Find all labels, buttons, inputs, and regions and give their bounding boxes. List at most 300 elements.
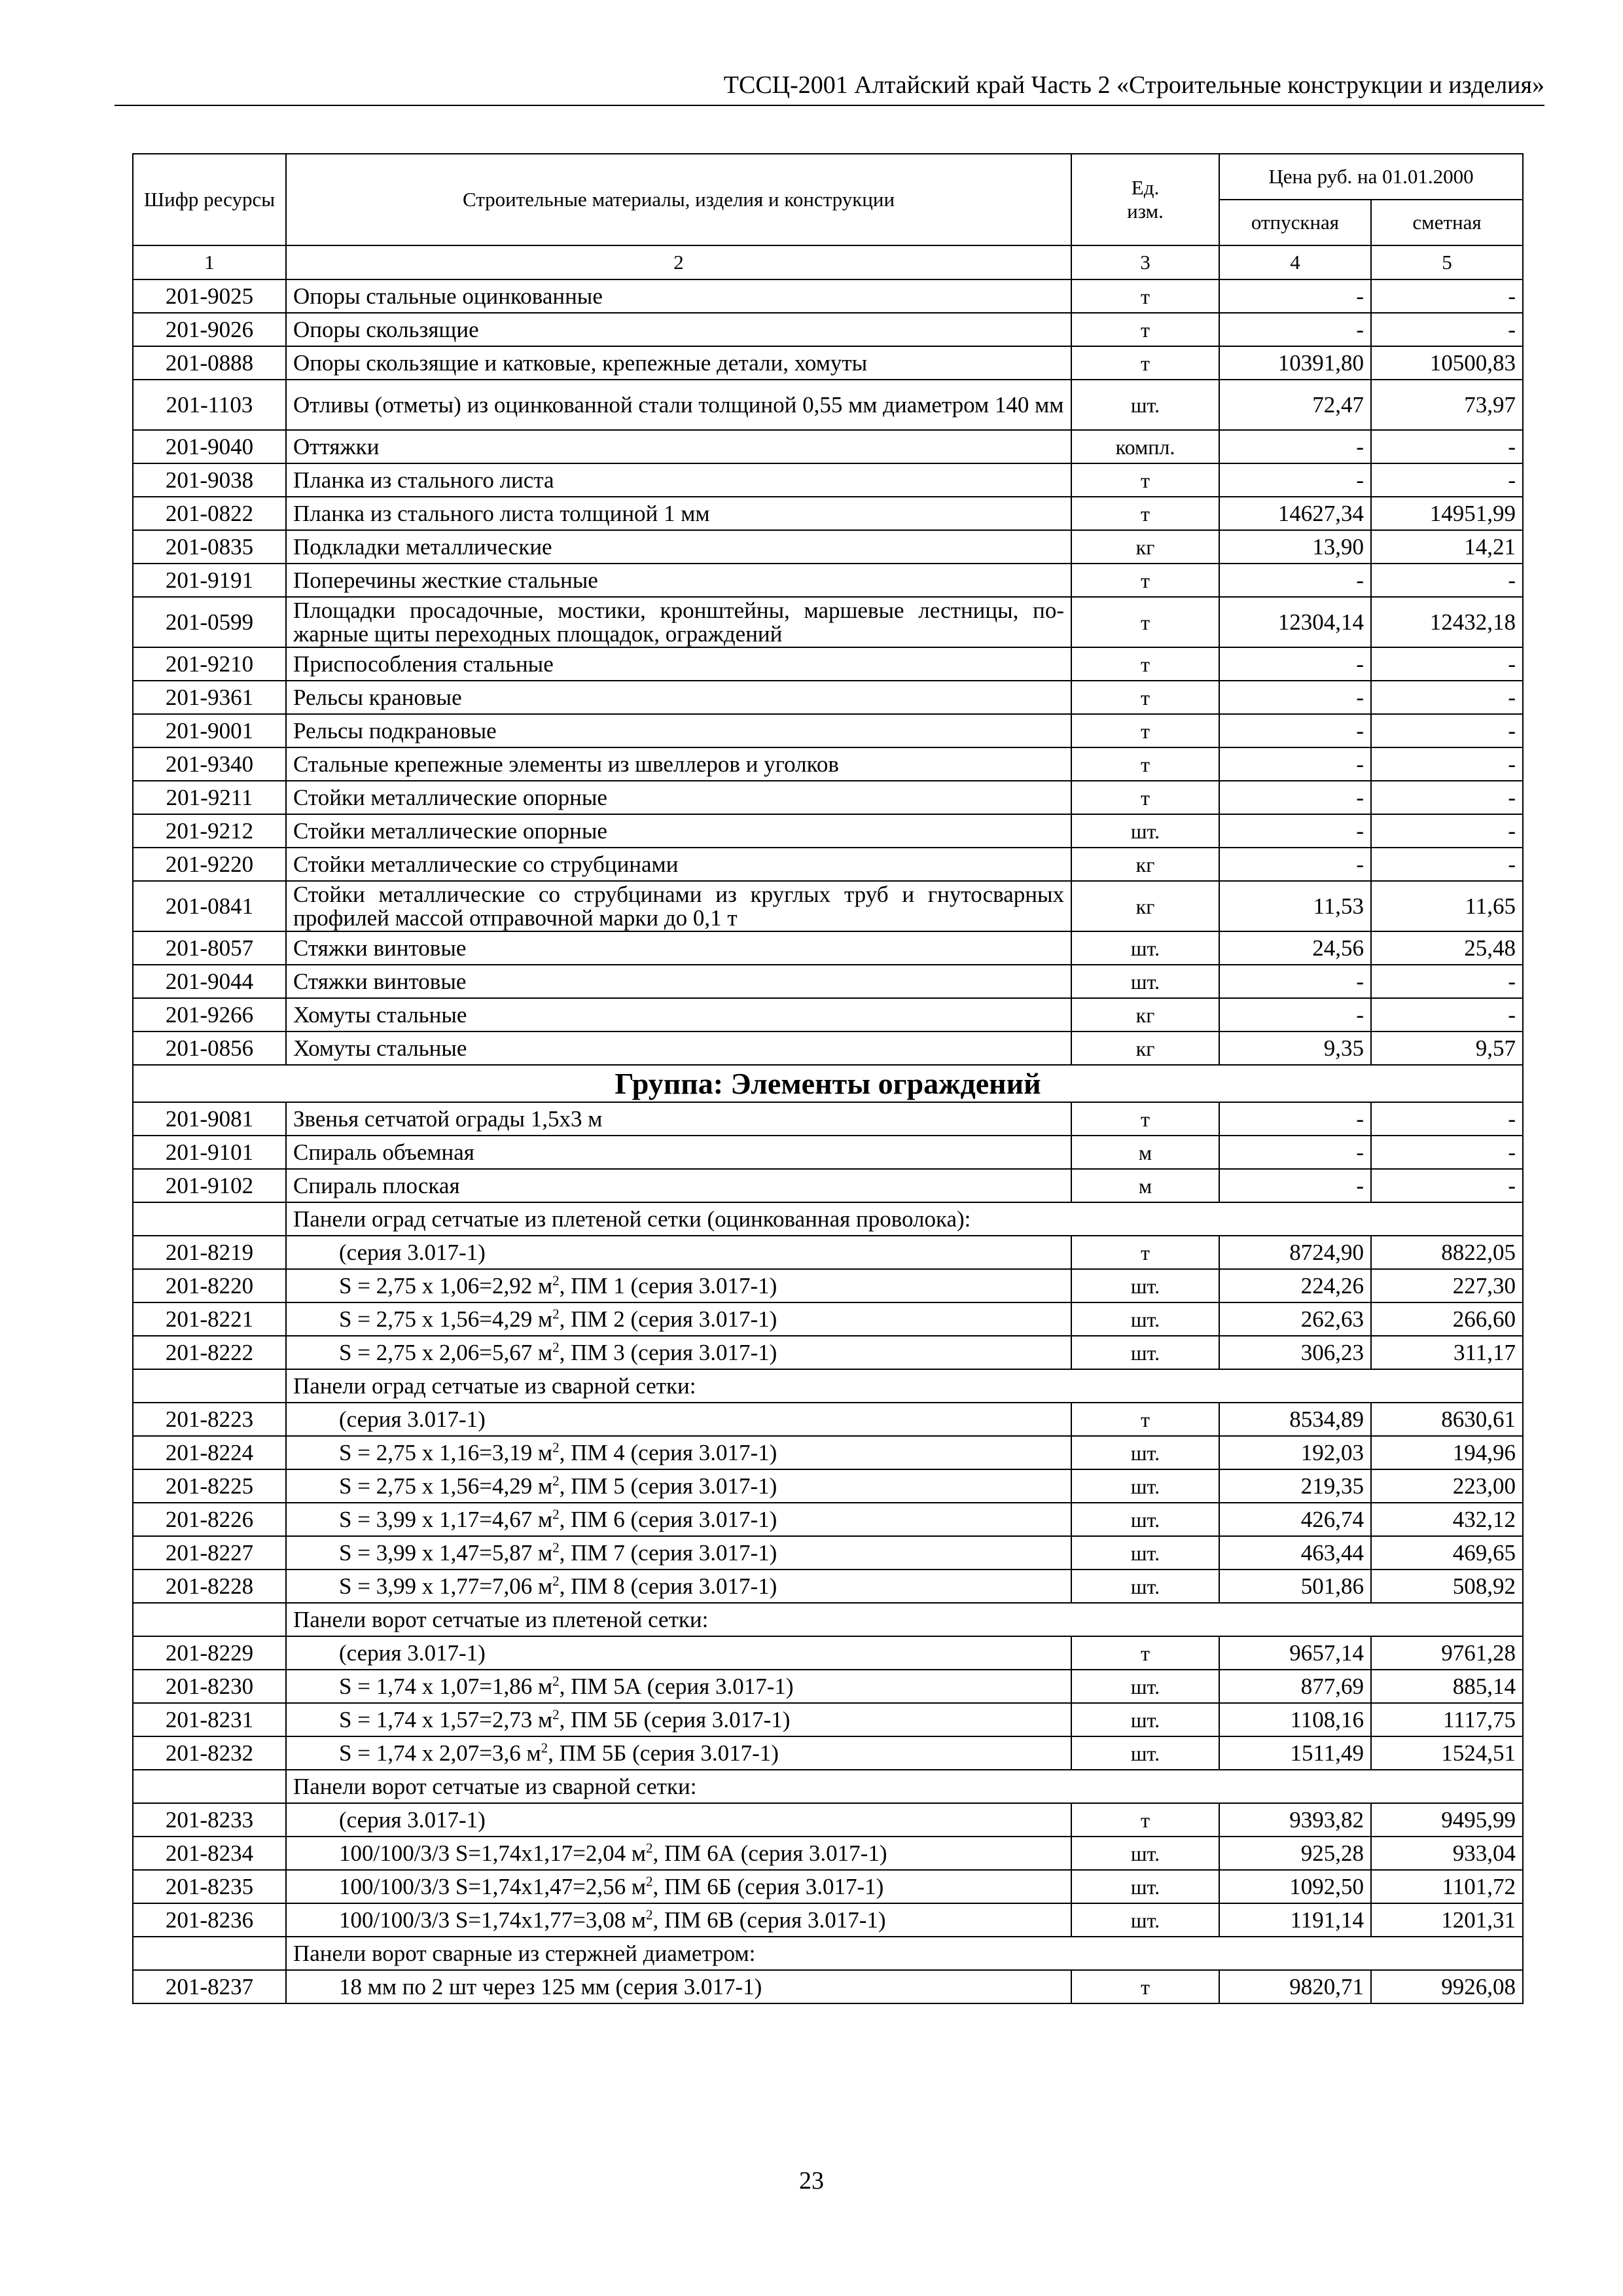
superscript: 2 xyxy=(552,1706,560,1722)
material-name-text: S = 2,75 х 1,16=3,19 м xyxy=(339,1439,553,1465)
estimate-price: - xyxy=(1371,313,1523,346)
release-price: - xyxy=(1219,313,1371,346)
material-name-text: , ПМ 5Б (серия 3.017-1) xyxy=(559,1706,791,1732)
section-title: Панели ворот сетчатые из плетеной сетки: xyxy=(286,1603,1523,1636)
table-row xyxy=(133,1736,1523,1770)
resource-code: 201-8221 xyxy=(133,1302,286,1336)
estimate-price: - xyxy=(1371,430,1523,463)
superscript: 2 xyxy=(646,1839,653,1856)
estimate-price: - xyxy=(1371,647,1523,681)
section-code-empty xyxy=(133,1937,286,1970)
release-price: 877,69 xyxy=(1219,1670,1371,1703)
release-price: 13,90 xyxy=(1219,530,1371,564)
superscript: 2 xyxy=(552,1539,560,1555)
table-row xyxy=(133,1503,1523,1536)
material-name xyxy=(286,1670,1071,1703)
table-row xyxy=(133,1031,1523,1065)
superscript: 2 xyxy=(541,1739,548,1755)
table-row xyxy=(133,881,1523,931)
resource-code: 201-9340 xyxy=(133,747,286,781)
resource-code: 201-8224 xyxy=(133,1436,286,1469)
material-name: 18 мм по 2 шт через 125 мм (серия 3.017-1) xyxy=(286,1970,1071,2003)
estimate-price: 227,30 xyxy=(1371,1269,1523,1302)
resource-code: 201-9361 xyxy=(133,681,286,714)
table-row xyxy=(133,1302,1523,1336)
table-row xyxy=(133,1102,1523,1136)
resource-code: 201-9102 xyxy=(133,1169,286,1202)
estimate-price: 9495,99 xyxy=(1371,1803,1523,1837)
resource-code: 201-9044 xyxy=(133,965,286,998)
material-name-text: S = 3,99 х 1,17=4,67 м xyxy=(339,1506,553,1532)
estimate-price: 11,65 xyxy=(1371,881,1523,931)
material-name-text: , ПМ 6В (серия 3.017-1) xyxy=(652,1907,886,1933)
release-price: 1108,16 xyxy=(1219,1703,1371,1736)
material-name-text: , ПМ 6Б (серия 3.017-1) xyxy=(652,1873,884,1899)
resource-code: 201-8232 xyxy=(133,1736,286,1770)
material-name: Стойки металлические со струбцинами из круглых труб и гнутосварных профилей массой отправочной марки до 0,1 т xyxy=(286,881,1071,931)
material-name-text: 100/100/3/3 S=1,74х1,17=2,04 м xyxy=(339,1840,647,1866)
material-name xyxy=(286,1736,1071,1770)
resource-code: 201-9191 xyxy=(133,564,286,597)
release-price: - xyxy=(1219,564,1371,597)
material-name: Стойки металлические со струбцинами xyxy=(286,848,1071,881)
unit-of-measure: кг xyxy=(1071,848,1219,881)
material-name xyxy=(286,1436,1071,1469)
resource-code: 201-9212 xyxy=(133,814,286,848)
estimate-price: - xyxy=(1371,998,1523,1031)
release-price: 224,26 xyxy=(1219,1269,1371,1302)
estimate-price: 1524,51 xyxy=(1371,1736,1523,1770)
material-name: Планка из стального листа толщиной 1 мм xyxy=(286,497,1071,530)
table-body xyxy=(133,279,1523,2003)
estimate-price: - xyxy=(1371,279,1523,313)
material-name: (серия 3.017-1) xyxy=(286,1236,1071,1269)
estimate-price: 25,48 xyxy=(1371,931,1523,965)
unit-of-measure: т xyxy=(1071,1970,1219,2003)
release-price: 8724,90 xyxy=(1219,1236,1371,1269)
section-row xyxy=(133,1770,1523,1803)
table-row xyxy=(133,1970,1523,2003)
unit-of-measure: шт. xyxy=(1071,1469,1219,1503)
resource-code: 201-0856 xyxy=(133,1031,286,1065)
section-code-empty xyxy=(133,1202,286,1236)
table-row xyxy=(133,1469,1523,1503)
resource-code: 201-8237 xyxy=(133,1970,286,2003)
unit-of-measure: шт. xyxy=(1071,931,1219,965)
material-name xyxy=(286,1903,1071,1937)
estimate-price: - xyxy=(1371,681,1523,714)
estimate-price: - xyxy=(1371,1102,1523,1136)
estimate-price: 223,00 xyxy=(1371,1469,1523,1503)
material-name-text: , ПМ 6А (серия 3.017-1) xyxy=(652,1840,887,1866)
material-name: Рельсы крановые xyxy=(286,681,1071,714)
unit-of-measure: т xyxy=(1071,1236,1219,1269)
table-row xyxy=(133,747,1523,781)
superscript: 2 xyxy=(646,1906,653,1922)
unit-of-measure: шт. xyxy=(1071,380,1219,430)
release-price: - xyxy=(1219,747,1371,781)
superscript: 2 xyxy=(552,1672,560,1689)
release-price: - xyxy=(1219,279,1371,313)
table-row xyxy=(133,1903,1523,1937)
superscript: 2 xyxy=(552,1572,560,1588)
col-header-estimate: сметная xyxy=(1371,200,1523,245)
section-row xyxy=(133,1202,1523,1236)
resource-code: 201-8226 xyxy=(133,1503,286,1536)
material-name-text: , ПМ 5 (серия 3.017-1) xyxy=(559,1473,777,1499)
unit-of-measure: т xyxy=(1071,714,1219,747)
unit-of-measure: т xyxy=(1071,564,1219,597)
material-name xyxy=(286,1269,1071,1302)
header-rule xyxy=(115,105,1544,106)
release-price: 463,44 xyxy=(1219,1536,1371,1570)
table-row xyxy=(133,530,1523,564)
table-row xyxy=(133,463,1523,497)
material-name xyxy=(286,1302,1071,1336)
resource-code: 201-9040 xyxy=(133,430,286,463)
unit-of-measure: т xyxy=(1071,346,1219,380)
estimate-price: 9926,08 xyxy=(1371,1970,1523,2003)
resource-code: 201-0888 xyxy=(133,346,286,380)
material-name-text: , ПМ 5А (серия 3.017-1) xyxy=(559,1673,794,1699)
resource-code: 201-9101 xyxy=(133,1136,286,1169)
unit-of-measure: кг xyxy=(1071,1031,1219,1065)
unit-of-measure: т xyxy=(1071,781,1219,814)
unit-of-measure: т xyxy=(1071,647,1219,681)
col-header-release: отпускная xyxy=(1219,200,1371,245)
resource-code: 201-9026 xyxy=(133,313,286,346)
material-name-text: , ПМ 5Б (серия 3.017-1) xyxy=(548,1740,779,1766)
estimate-price: - xyxy=(1371,463,1523,497)
estimate-price: 14951,99 xyxy=(1371,497,1523,530)
material-name xyxy=(286,1837,1071,1870)
resource-code: 201-8219 xyxy=(133,1236,286,1269)
material-name: Приспособления стальные xyxy=(286,647,1071,681)
material-name: Поперечины жесткие стальные xyxy=(286,564,1071,597)
table-row xyxy=(133,965,1523,998)
material-name: Отливы (отметы) из оцинкованной стали толщиной 0,55 мм диаметром 140 мм xyxy=(286,380,1071,430)
section-code-empty xyxy=(133,1603,286,1636)
table-row xyxy=(133,1670,1523,1703)
estimate-price: - xyxy=(1371,1136,1523,1169)
material-name-text: S = 3,99 х 1,77=7,06 м xyxy=(339,1573,553,1599)
resource-code: 201-1103 xyxy=(133,380,286,430)
material-name: Планка из стального листа xyxy=(286,463,1071,497)
resource-code: 201-8233 xyxy=(133,1803,286,1837)
table-row xyxy=(133,1803,1523,1837)
resource-code: 201-8235 xyxy=(133,1870,286,1903)
material-name-text: , ПМ 6 (серия 3.017-1) xyxy=(559,1506,777,1532)
resource-code: 201-0599 xyxy=(133,597,286,647)
estimate-price: 8822,05 xyxy=(1371,1236,1523,1269)
table-row xyxy=(133,1336,1523,1369)
table-row xyxy=(133,564,1523,597)
material-name: Опоры стальные оцинкованные xyxy=(286,279,1071,313)
unit-of-measure: шт. xyxy=(1071,1903,1219,1937)
release-price: - xyxy=(1219,848,1371,881)
price-table xyxy=(132,153,1524,2004)
release-price: - xyxy=(1219,998,1371,1031)
material-name-text: , ПМ 7 (серия 3.017-1) xyxy=(559,1539,777,1566)
release-price: 9393,82 xyxy=(1219,1803,1371,1837)
superscript: 2 xyxy=(552,1472,560,1488)
table-row xyxy=(133,380,1523,430)
col-header-unit: Ед. изм. xyxy=(1071,154,1219,245)
superscript: 2 xyxy=(552,1305,560,1321)
estimate-price: 432,12 xyxy=(1371,1503,1523,1536)
resource-code: 201-8230 xyxy=(133,1670,286,1703)
estimate-price: 311,17 xyxy=(1371,1336,1523,1369)
unit-of-measure: м xyxy=(1071,1169,1219,1202)
material-name: Оттяжки xyxy=(286,430,1071,463)
column-number: 3 xyxy=(1071,245,1219,279)
release-price: 1191,14 xyxy=(1219,1903,1371,1937)
release-price: 925,28 xyxy=(1219,1837,1371,1870)
material-name-text: S = 3,99 х 1,47=5,87 м xyxy=(339,1539,553,1566)
release-price: 1511,49 xyxy=(1219,1736,1371,1770)
release-price: 11,53 xyxy=(1219,881,1371,931)
release-price: - xyxy=(1219,681,1371,714)
table-row xyxy=(133,1269,1523,1302)
resource-code: 201-8236 xyxy=(133,1903,286,1937)
estimate-price: - xyxy=(1371,564,1523,597)
estimate-price: - xyxy=(1371,747,1523,781)
superscript: 2 xyxy=(646,1873,653,1889)
unit-of-measure: кг xyxy=(1071,530,1219,564)
table-row xyxy=(133,1570,1523,1603)
resource-code: 201-9001 xyxy=(133,714,286,747)
unit-of-measure: шт. xyxy=(1071,1302,1219,1336)
unit-of-measure: т xyxy=(1071,1403,1219,1436)
estimate-price: 73,97 xyxy=(1371,380,1523,430)
estimate-price: 469,65 xyxy=(1371,1536,1523,1570)
release-price: - xyxy=(1219,430,1371,463)
release-price: - xyxy=(1219,814,1371,848)
release-price: - xyxy=(1219,781,1371,814)
material-name-text: S = 2,75 х 1,56=4,29 м xyxy=(339,1473,553,1499)
unit-of-measure: шт. xyxy=(1071,1503,1219,1536)
material-name-text: S = 1,74 х 1,57=2,73 м xyxy=(339,1706,553,1732)
table-row xyxy=(133,1169,1523,1202)
unit-of-measure: шт. xyxy=(1071,1703,1219,1736)
release-price: - xyxy=(1219,1102,1371,1136)
table-row xyxy=(133,848,1523,881)
release-price: 9,35 xyxy=(1219,1031,1371,1065)
group-title: Группа: Элементы ограждений xyxy=(133,1065,1523,1102)
release-price: - xyxy=(1219,1136,1371,1169)
superscript: 2 xyxy=(552,1338,560,1355)
unit-of-measure: кг xyxy=(1071,998,1219,1031)
unit-of-measure: шт. xyxy=(1071,1269,1219,1302)
table-row xyxy=(133,1636,1523,1670)
table-row xyxy=(133,1236,1523,1269)
section-title: Панели оград сетчатые из сварной сетки: xyxy=(286,1369,1523,1403)
release-price: 426,74 xyxy=(1219,1503,1371,1536)
release-price: 72,47 xyxy=(1219,380,1371,430)
resource-code: 201-0841 xyxy=(133,881,286,931)
resource-code: 201-8220 xyxy=(133,1269,286,1302)
section-title: Панели ворот сетчатые из сварной сетки: xyxy=(286,1770,1523,1803)
release-price: - xyxy=(1219,714,1371,747)
column-number: 4 xyxy=(1219,245,1371,279)
unit-of-measure: шт. xyxy=(1071,1570,1219,1603)
release-price: 9657,14 xyxy=(1219,1636,1371,1670)
col-header-code: Шифр ресурсы xyxy=(133,154,286,245)
table-row xyxy=(133,1136,1523,1169)
section-row xyxy=(133,1603,1523,1636)
estimate-price: 8630,61 xyxy=(1371,1403,1523,1436)
material-name-text: , ПМ 4 (серия 3.017-1) xyxy=(559,1439,777,1465)
superscript: 2 xyxy=(552,1272,560,1288)
table-row xyxy=(133,1870,1523,1903)
unit-of-measure: м xyxy=(1071,1136,1219,1169)
unit-of-measure: т xyxy=(1071,1636,1219,1670)
unit-of-measure: компл. xyxy=(1071,430,1219,463)
resource-code: 201-8227 xyxy=(133,1536,286,1570)
page-number: 23 xyxy=(799,2167,824,2195)
release-price: 14627,34 xyxy=(1219,497,1371,530)
material-name-text: , ПМ 2 (серия 3.017-1) xyxy=(559,1306,777,1332)
table-row xyxy=(133,1403,1523,1436)
estimate-price: 9761,28 xyxy=(1371,1636,1523,1670)
material-name-text: S = 1,74 х 1,07=1,86 м xyxy=(339,1673,553,1699)
unit-of-measure: шт. xyxy=(1071,965,1219,998)
material-name: Звенья сетчатой ограды 1,5х3 м xyxy=(286,1102,1071,1136)
unit-of-measure: т xyxy=(1071,1102,1219,1136)
estimate-price: 1101,72 xyxy=(1371,1870,1523,1903)
estimate-price: 933,04 xyxy=(1371,1837,1523,1870)
resource-code: 201-0822 xyxy=(133,497,286,530)
material-name: Стойки металлические опорные xyxy=(286,814,1071,848)
column-number: 5 xyxy=(1371,245,1523,279)
unit-of-measure: шт. xyxy=(1071,1436,1219,1469)
resource-code: 201-9210 xyxy=(133,647,286,681)
estimate-price: 1201,31 xyxy=(1371,1903,1523,1937)
unit-of-measure: т xyxy=(1071,747,1219,781)
material-name xyxy=(286,1570,1071,1603)
unit-of-measure: шт. xyxy=(1071,1336,1219,1369)
table-row xyxy=(133,781,1523,814)
material-name xyxy=(286,1469,1071,1503)
resource-code: 201-8229 xyxy=(133,1636,286,1670)
table-row xyxy=(133,681,1523,714)
release-price: 8534,89 xyxy=(1219,1403,1371,1436)
table-row xyxy=(133,1703,1523,1736)
estimate-price: - xyxy=(1371,814,1523,848)
column-number: 1 xyxy=(133,245,286,279)
unit-of-measure: шт. xyxy=(1071,1670,1219,1703)
release-price: - xyxy=(1219,463,1371,497)
release-price: 306,23 xyxy=(1219,1336,1371,1369)
release-price: 501,86 xyxy=(1219,1570,1371,1603)
material-name-text: S = 2,75 х 1,56=4,29 м xyxy=(339,1306,553,1332)
material-name: Спираль плоская xyxy=(286,1169,1071,1202)
unit-of-measure: т xyxy=(1071,497,1219,530)
resource-code: 201-9081 xyxy=(133,1102,286,1136)
section-row xyxy=(133,1369,1523,1403)
section-title: Панели оград сетчатые из плетеной сетки (оцинкованная проволока): xyxy=(286,1202,1523,1236)
material-name: Стойки металлические опорные xyxy=(286,781,1071,814)
material-name: (серия 3.017-1) xyxy=(286,1403,1071,1436)
table-row xyxy=(133,279,1523,313)
release-price: 10391,80 xyxy=(1219,346,1371,380)
material-name xyxy=(286,1503,1071,1536)
material-name-text: S = 2,75 х 2,06=5,67 м xyxy=(339,1339,553,1365)
release-price: 219,35 xyxy=(1219,1469,1371,1503)
unit-of-measure: шт. xyxy=(1071,1837,1219,1870)
resource-code: 201-8222 xyxy=(133,1336,286,1369)
material-name-text: , ПМ 3 (серия 3.017-1) xyxy=(559,1339,777,1365)
estimate-price: - xyxy=(1371,1169,1523,1202)
table-row xyxy=(133,814,1523,848)
material-name: (серия 3.017-1) xyxy=(286,1636,1071,1670)
estimate-price: 9,57 xyxy=(1371,1031,1523,1065)
resource-code: 201-9220 xyxy=(133,848,286,881)
column-number-row xyxy=(133,245,1523,279)
resource-code: 201-8228 xyxy=(133,1570,286,1603)
table-row xyxy=(133,313,1523,346)
estimate-price: 508,92 xyxy=(1371,1570,1523,1603)
resource-code: 201-0835 xyxy=(133,530,286,564)
unit-of-measure: т xyxy=(1071,313,1219,346)
material-name-text: 100/100/3/3 S=1,74х1,77=3,08 м xyxy=(339,1907,647,1933)
unit-of-measure: кг xyxy=(1071,881,1219,931)
table-row xyxy=(133,1837,1523,1870)
material-name-text: S = 2,75 х 1,06=2,92 м xyxy=(339,1272,553,1299)
release-price: 262,63 xyxy=(1219,1302,1371,1336)
table-row xyxy=(133,497,1523,530)
material-name: Опоры скользящие и катковые, крепежные детали, хомуты xyxy=(286,346,1071,380)
material-name: Стальные крепежные элементы из швеллеров и уголков xyxy=(286,747,1071,781)
material-name: (серия 3.017-1) xyxy=(286,1803,1071,1837)
release-price: - xyxy=(1219,1169,1371,1202)
material-name xyxy=(286,1336,1071,1369)
material-name-text: , ПМ 1 (серия 3.017-1) xyxy=(559,1272,777,1299)
col-header-price: Цена руб. на 01.01.2000 xyxy=(1219,154,1523,200)
unit-of-measure: шт. xyxy=(1071,1536,1219,1570)
table-row xyxy=(133,1436,1523,1469)
table-row xyxy=(133,931,1523,965)
unit-of-measure: т xyxy=(1071,597,1219,647)
group-header-row xyxy=(133,1065,1523,1102)
unit-of-measure: шт. xyxy=(1071,1736,1219,1770)
material-name xyxy=(286,1536,1071,1570)
material-name: Опоры скользящие xyxy=(286,313,1071,346)
material-name: Подкладки металлические xyxy=(286,530,1071,564)
unit-of-measure: т xyxy=(1071,1803,1219,1837)
running-header: ТССЦ-2001 Алтайский край Часть 2 «Строительные конструкции и изделия» xyxy=(723,71,1544,99)
release-price: - xyxy=(1219,965,1371,998)
table-row xyxy=(133,346,1523,380)
table-row xyxy=(133,647,1523,681)
estimate-price: 12432,18 xyxy=(1371,597,1523,647)
resource-code: 201-8234 xyxy=(133,1837,286,1870)
estimate-price: - xyxy=(1371,848,1523,881)
estimate-price: - xyxy=(1371,781,1523,814)
unit-of-measure: т xyxy=(1071,279,1219,313)
resource-code: 201-9266 xyxy=(133,998,286,1031)
resource-code: 201-8223 xyxy=(133,1403,286,1436)
resource-code: 201-8057 xyxy=(133,931,286,965)
material-name: Стяжки винтовые xyxy=(286,931,1071,965)
table-row xyxy=(133,998,1523,1031)
estimate-price: 10500,83 xyxy=(1371,346,1523,380)
table-row xyxy=(133,1536,1523,1570)
unit-of-measure: шт. xyxy=(1071,814,1219,848)
section-title: Панели ворот сварные из стержней диаметром: xyxy=(286,1937,1523,1970)
estimate-price: 266,60 xyxy=(1371,1302,1523,1336)
table-row xyxy=(133,430,1523,463)
